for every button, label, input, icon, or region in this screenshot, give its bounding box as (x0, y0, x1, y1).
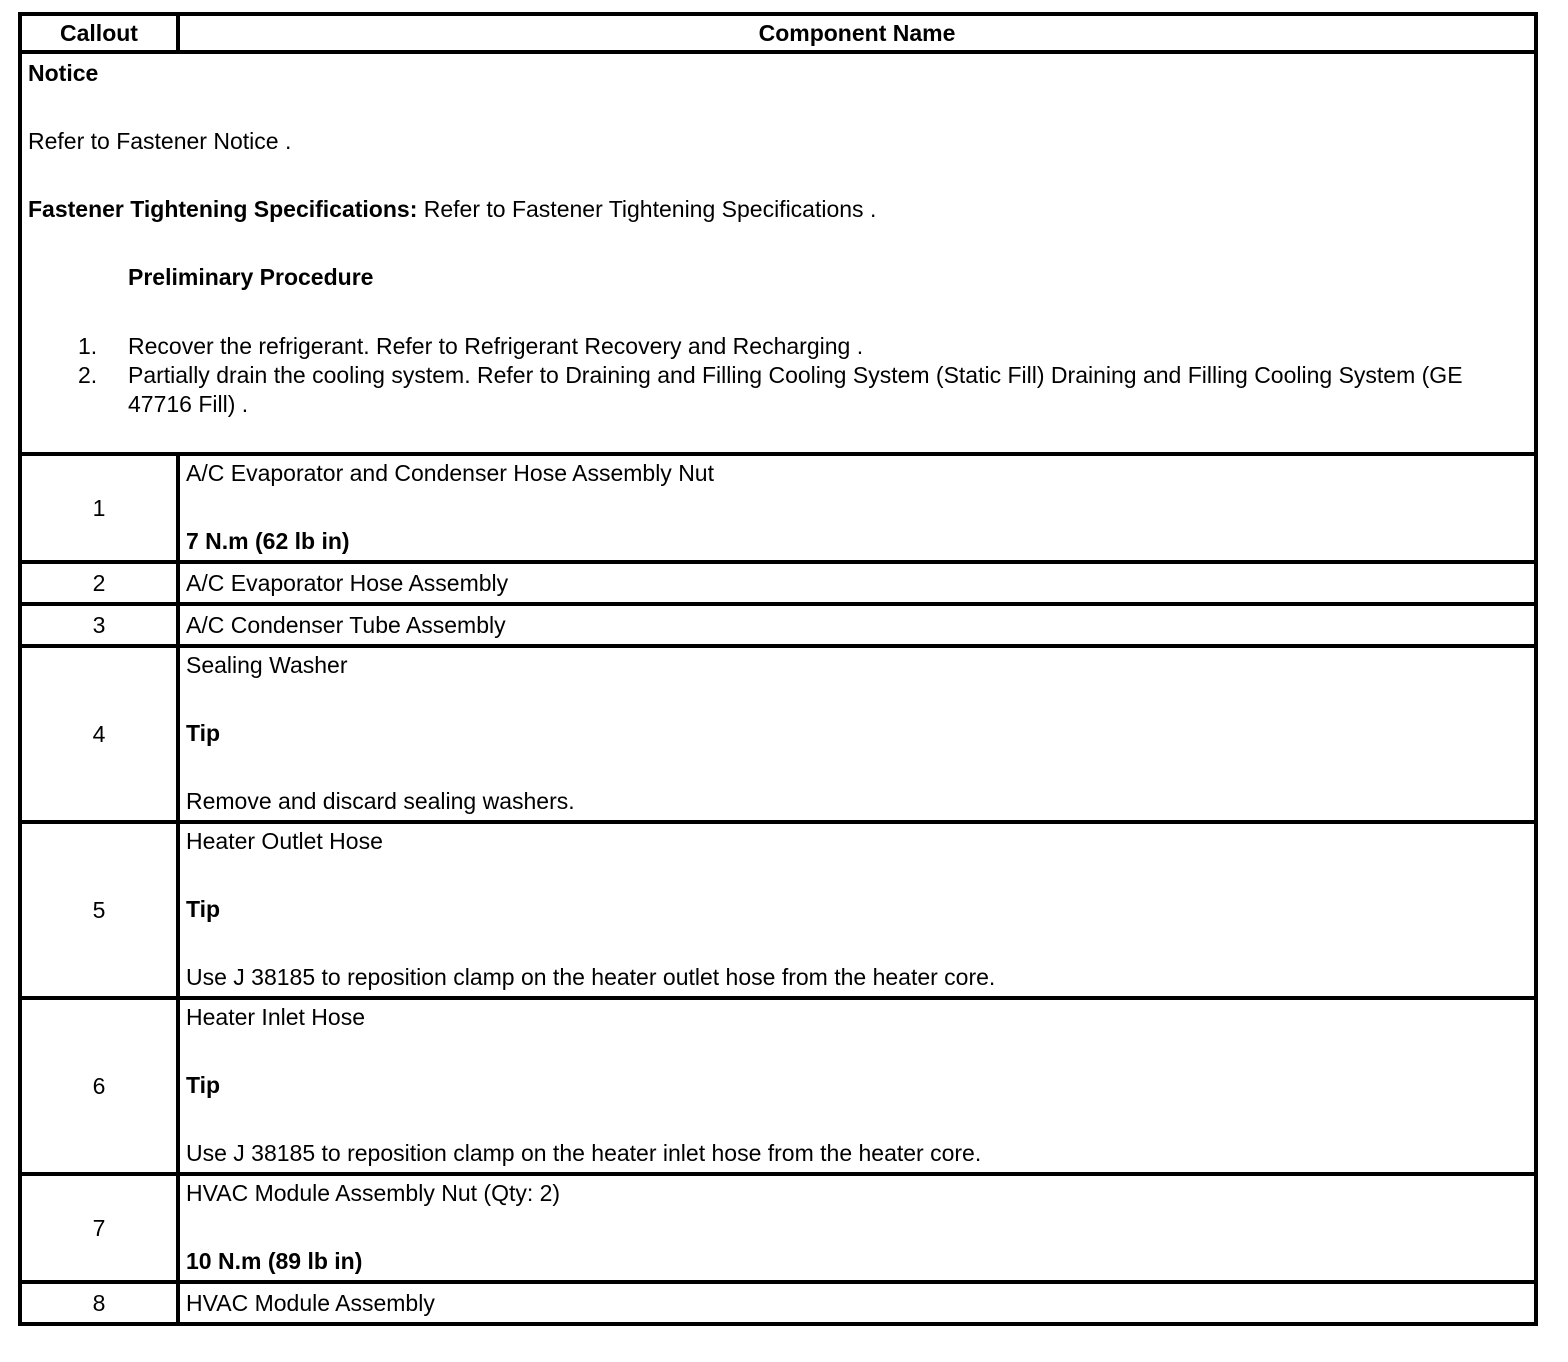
component-name: HVAC Module Assembly (178, 1282, 1536, 1324)
callout-number: 4 (20, 646, 178, 822)
tip-label: Tip (186, 1072, 221, 1098)
table-row (20, 998, 1536, 1174)
component-cell (178, 646, 1536, 822)
callout-number: 2 (20, 562, 178, 604)
procedure-steps (28, 332, 1534, 419)
tip-text: Use J 38185 to reposition clamp on the heater inlet hose from the heater core. (186, 1140, 982, 1166)
fastener-spec-line (28, 196, 1534, 222)
component-name: A/C Evaporator and Condenser Hose Assembly Nut (186, 460, 714, 486)
component-name: Heater Inlet Hose (186, 1004, 365, 1030)
preliminary-procedure-title: Preliminary Procedure (128, 264, 374, 290)
component-cell (178, 1174, 1536, 1282)
component-name: A/C Condenser Tube Assembly (178, 604, 1536, 646)
component-name: Sealing Washer (186, 652, 348, 678)
torque-spec: 7 N.m (62 lb in) (186, 528, 350, 554)
tip-label: Tip (186, 720, 221, 746)
component-name-header: Component Name (178, 14, 1536, 52)
table-row (20, 1174, 1536, 1282)
callout-number: 7 (20, 1174, 178, 1282)
component-cell (178, 998, 1536, 1174)
component-cell (178, 454, 1536, 562)
table-header-row (20, 14, 1536, 52)
notice-title: Notice (28, 60, 99, 86)
component-name: HVAC Module Assembly Nut (Qty: 2) (186, 1180, 561, 1206)
procedure-step: 2. Partially drain the cooling system. Refer to Draining and Filling Cooling System (Static Fill) Draining and Filling Cooling System (GE 47716 Fill) . (78, 362, 1463, 417)
component-table (18, 12, 1538, 1326)
callout-number: 3 (20, 604, 178, 646)
torque-spec: 10 N.m (89 lb in) (186, 1248, 363, 1274)
component-cell (178, 822, 1536, 998)
table-row (20, 454, 1536, 562)
procedure-step: 1. Recover the refrigerant. Refer to Refrigerant Recovery and Recharging . (78, 333, 864, 359)
tip-label: Tip (186, 896, 221, 922)
callout-header: Callout (20, 14, 178, 52)
table-row (20, 562, 1536, 604)
table-row (20, 646, 1536, 822)
table-row (20, 604, 1536, 646)
callout-number: 1 (20, 454, 178, 562)
notice-refer-text: Refer to Fastener Notice . (28, 128, 292, 154)
fastener-spec-label: Fastener Tightening Specifications: (28, 196, 418, 222)
tip-text: Remove and discard sealing washers. (186, 788, 575, 814)
component-name: Heater Outlet Hose (186, 828, 383, 854)
callout-number: 6 (20, 998, 178, 1174)
fastener-spec-text: Refer to Fastener Tightening Specifications . (417, 196, 877, 222)
tip-text: Use J 38185 to reposition clamp on the heater outlet hose from the heater core. (186, 964, 996, 990)
notice-cell (20, 52, 1536, 454)
callout-number: 8 (20, 1282, 178, 1324)
component-name: A/C Evaporator Hose Assembly (178, 562, 1536, 604)
table-row (20, 822, 1536, 998)
table-row (20, 1282, 1536, 1324)
callout-number: 5 (20, 822, 178, 998)
notice-row (20, 52, 1536, 454)
